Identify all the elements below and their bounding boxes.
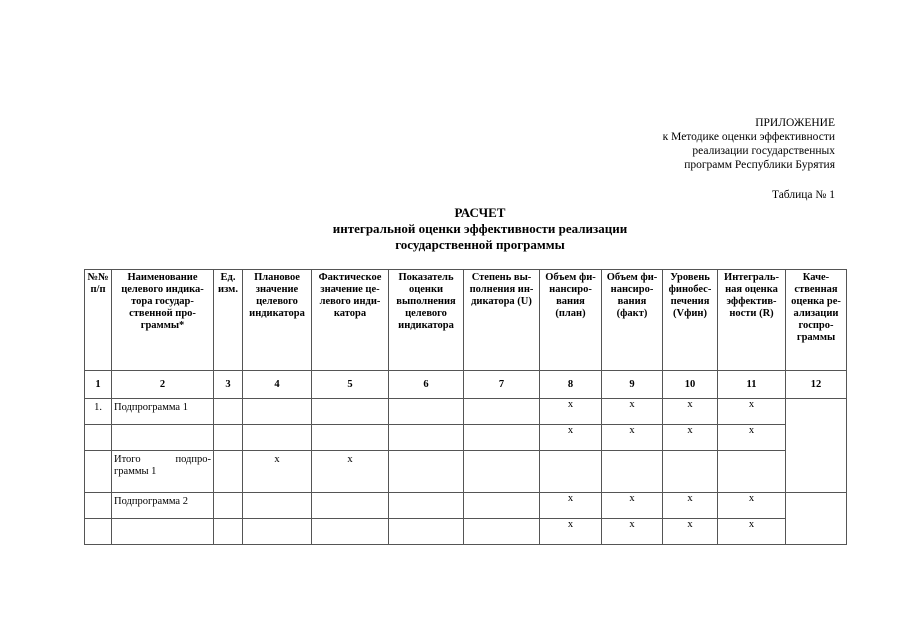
- column-number-row: [85, 371, 847, 399]
- fact-value-cell: [312, 519, 389, 545]
- column-number: 2: [112, 371, 214, 399]
- column-number: 9: [602, 371, 663, 399]
- indicator-name: Подпрограмма 1: [112, 399, 214, 425]
- row-number: [85, 451, 112, 493]
- unit-cell: [214, 451, 243, 493]
- finance-level-cell: x: [663, 399, 718, 425]
- completion-degree-cell: [464, 451, 540, 493]
- column-number: 3: [214, 371, 243, 399]
- indicator-name: [112, 425, 214, 451]
- finance-level-cell: x: [663, 425, 718, 451]
- header-cell: Наименование целевого индика- тора государ- ственной про- граммы*: [112, 270, 214, 371]
- row-number: [85, 493, 112, 519]
- fact-value-cell: x: [312, 451, 389, 493]
- appendix-line: к Методике оценки эффективности: [662, 131, 835, 143]
- column-number: 1: [85, 371, 112, 399]
- finance-fact-cell: x: [602, 399, 663, 425]
- fact-value-cell: [312, 425, 389, 451]
- table-row: [85, 519, 847, 545]
- header-cell: №№ п/п: [85, 270, 112, 371]
- document-heading: [0, 205, 905, 253]
- column-number: 10: [663, 371, 718, 399]
- finance-plan-cell: [540, 451, 602, 493]
- indicator-score-cell: [389, 493, 464, 519]
- fact-value-cell: [312, 493, 389, 519]
- calculation-table: [84, 269, 847, 545]
- heading-line-2: интегральной оценки эффективности реализации: [332, 221, 628, 236]
- column-number: 5: [312, 371, 389, 399]
- table-number: Таблица № 1: [771, 189, 835, 201]
- indicator-name: [112, 519, 214, 545]
- header-cell: Уровень финобес- печения (Vфин): [663, 270, 718, 371]
- finance-fact-cell: x: [602, 425, 663, 451]
- appendix-line: реализации государственных: [692, 145, 835, 157]
- plan-value-cell: [243, 519, 312, 545]
- appendix-block: [663, 116, 835, 172]
- header-cell: Ед. изм.: [214, 270, 243, 371]
- plan-value-cell: [243, 493, 312, 519]
- unit-cell: [214, 493, 243, 519]
- finance-plan-cell: x: [540, 399, 602, 425]
- column-number: 6: [389, 371, 464, 399]
- unit-cell: [214, 519, 243, 545]
- unit-cell: [214, 399, 243, 425]
- unit-cell: [214, 425, 243, 451]
- finance-level-cell: [663, 451, 718, 493]
- header-cell: Показатель оценки выполнения целевого индикатора: [389, 270, 464, 371]
- integral-score-cell: x: [718, 399, 786, 425]
- plan-value-cell: [243, 399, 312, 425]
- completion-degree-cell: [464, 493, 540, 519]
- heading-line-1: РАСЧЕТ: [454, 205, 506, 220]
- fact-value-cell: [312, 399, 389, 425]
- completion-degree-cell: [464, 425, 540, 451]
- header-cell: Объем фи- нансиро- вания (план): [540, 270, 602, 371]
- column-number: 4: [243, 371, 312, 399]
- finance-plan-cell: x: [540, 425, 602, 451]
- header-cell: Степень вы- полнения ин- дикатора (U): [464, 270, 540, 371]
- column-number: 11: [718, 371, 786, 399]
- integral-score-cell: x: [718, 493, 786, 519]
- indicator-score-cell: [389, 519, 464, 545]
- completion-degree-cell: [464, 519, 540, 545]
- plan-value-cell: x: [243, 451, 312, 493]
- indicator-name: Итого подпро- граммы 1: [112, 451, 214, 493]
- column-number: 12: [786, 371, 847, 399]
- indicator-name: Подпрограмма 2: [112, 493, 214, 519]
- finance-level-cell: x: [663, 493, 718, 519]
- indicator-score-cell: [389, 399, 464, 425]
- table-row: [85, 425, 847, 451]
- header-cell: Объем фи- нансиро- вания (факт): [602, 270, 663, 371]
- appendix-title: ПРИЛОЖЕНИЕ: [755, 117, 835, 129]
- finance-level-cell: x: [663, 519, 718, 545]
- column-number: 7: [464, 371, 540, 399]
- header-cell: Фактическое значение це- левого инди- катора: [312, 270, 389, 371]
- row-number: [85, 425, 112, 451]
- table-row: [85, 493, 847, 519]
- table-row: [85, 451, 847, 493]
- row-number: [85, 519, 112, 545]
- finance-fact-cell: x: [602, 519, 663, 545]
- indicator-score-cell: [389, 451, 464, 493]
- finance-fact-cell: x: [602, 493, 663, 519]
- finance-plan-cell: x: [540, 519, 602, 545]
- header-cell: Интеграль- ная оценка эффектив- ности (R): [718, 270, 786, 371]
- integral-score-cell: x: [718, 519, 786, 545]
- header-cell: Плановое значение целевого индикатора: [243, 270, 312, 371]
- table-row: [85, 399, 847, 425]
- integral-score-cell: [718, 451, 786, 493]
- header-cell: Каче- ственная оценка ре- ализации госпро- граммы: [786, 270, 847, 371]
- header-row: [85, 270, 847, 371]
- heading-line-3: государственной программы: [395, 237, 565, 252]
- integral-score-cell: x: [718, 425, 786, 451]
- indicator-score-cell: [389, 425, 464, 451]
- finance-plan-cell: x: [540, 493, 602, 519]
- quality-score-cell: [786, 399, 847, 493]
- finance-fact-cell: [602, 451, 663, 493]
- plan-value-cell: [243, 425, 312, 451]
- row-number: 1.: [85, 399, 112, 425]
- appendix-line: программ Республики Бурятия: [684, 159, 835, 171]
- quality-score-cell: [786, 493, 847, 545]
- column-number: 8: [540, 371, 602, 399]
- completion-degree-cell: [464, 399, 540, 425]
